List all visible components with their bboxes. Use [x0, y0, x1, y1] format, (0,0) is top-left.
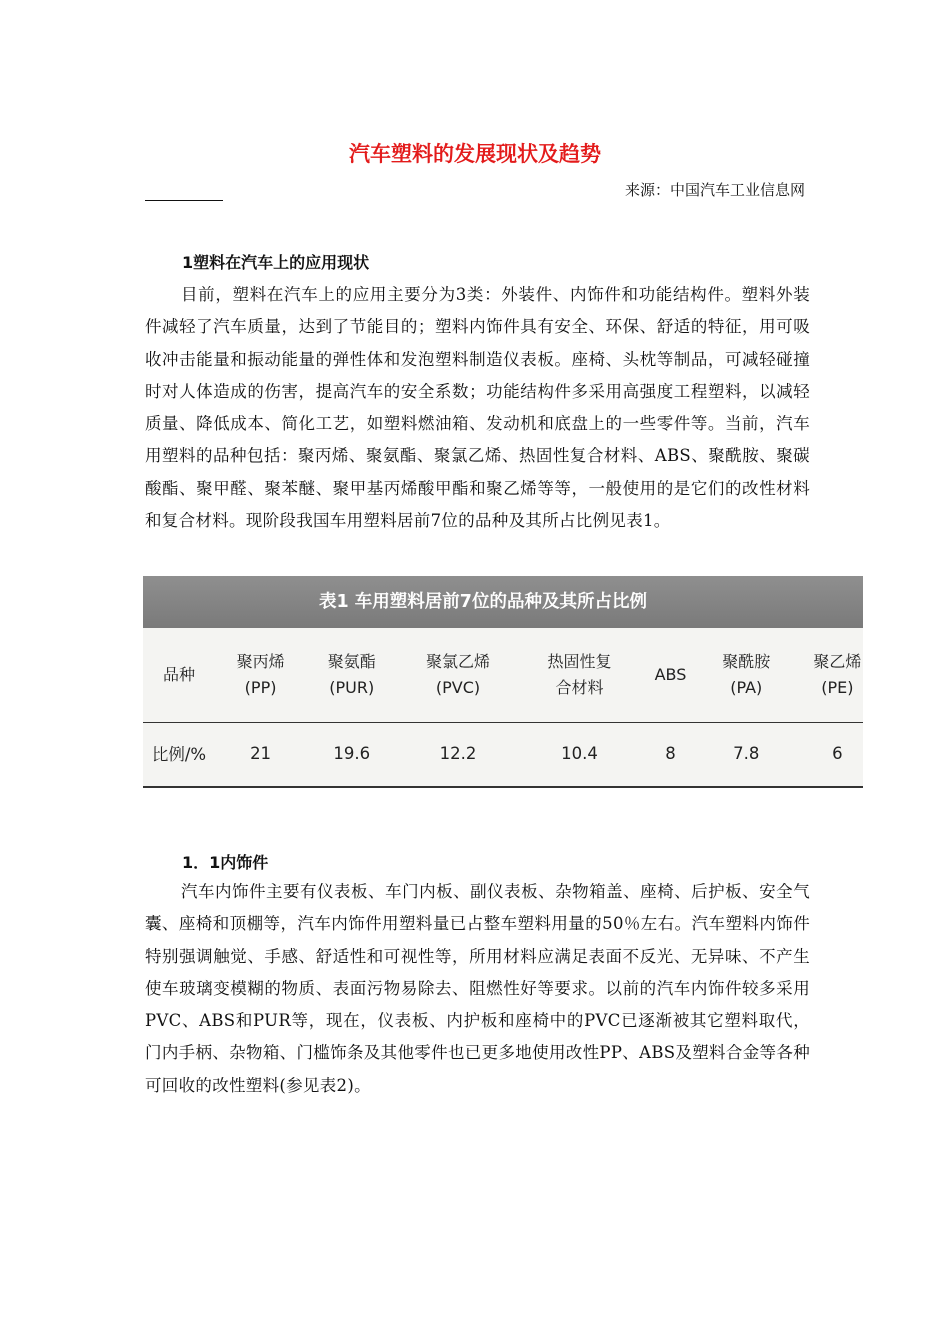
data-table: [143, 628, 863, 783]
table-cell: 10.4: [561, 743, 598, 763]
col-name: ABS: [654, 665, 687, 684]
table-header-cell: [640, 628, 700, 723]
table-cell: 8: [665, 743, 676, 763]
table-cell: 6: [832, 743, 843, 763]
divider: [145, 200, 223, 201]
table-bottom-rule: [143, 786, 863, 788]
col-abbr: (PUR): [329, 678, 375, 697]
col-abbr: (PE): [821, 678, 854, 697]
subsection-heading: 1．1内饰件: [182, 853, 269, 872]
table-header-cell: [519, 628, 641, 723]
col-name: 聚丙烯: [236, 652, 285, 671]
table-row: [143, 723, 863, 784]
col-name: 聚氨酯: [327, 652, 376, 671]
col-abbr: (PP): [244, 678, 277, 697]
table-row-header: 比例/%: [151, 745, 207, 764]
col-name: 聚氯乙烯: [426, 652, 491, 671]
col-abbr: 合材料: [555, 678, 604, 697]
table-cell: 19.6: [333, 743, 371, 763]
table-1: [143, 576, 863, 788]
table-header-cell: [397, 628, 519, 723]
body-paragraph: 目前，塑料在汽车上的应用主要分为3类：外装件、内饰件和功能结构件。塑料外装件减轻了汽车质量，达到了节能目的；塑料内饰件具有安全、环保、舒适的特征，用可吸收冲击能量和振动能量的弹性体和发泡塑料制造仪表板。座椅、头枕等制品，可减轻碰撞时对人体造成的伤害，提高汽车的安全系数；功能结构件多采用高强度工程塑料，以减轻质量、降低成本、简化工艺，如塑料燃油箱、发动机和底盘上的一些零件等。当前，汽车用塑料的品种包括：聚丙烯、聚氨酯、聚氯乙烯、热固性复合材料、ABS、聚酰胺、聚碳酸酯、聚甲醛、聚苯醚、聚甲基丙烯酸甲酯和聚乙烯等等，一般使用的是它们的改性材料和复合材料。现阶段我国车用塑料居前7位的品种及其所占比例见表1。: [145, 285, 810, 531]
source-line: 来源：中国汽车工业信息网: [624, 181, 805, 199]
table-cell: 12.2: [439, 743, 477, 763]
table-header-cell: [306, 628, 397, 723]
table-header-row: [143, 628, 863, 723]
table-header-cell: [701, 628, 792, 723]
col-name: 聚乙烯: [813, 652, 862, 671]
section-heading: 1塑料在汽车上的应用现状: [182, 253, 370, 272]
table-caption: 表1 车用塑料居前7位的品种及其所占比例: [143, 576, 863, 628]
table-header-cell: [792, 628, 863, 723]
table-cell: 7.8: [733, 743, 760, 763]
table-header-cell: [215, 628, 306, 723]
col-abbr: (PVC): [435, 678, 481, 697]
col-name: 聚酰胺: [722, 652, 771, 671]
table-cell: 21: [250, 743, 272, 763]
table-row-header: 品种: [143, 628, 215, 723]
document-title: 汽车塑料的发展现状及趋势: [349, 142, 601, 166]
col-name: 热固性复: [547, 652, 612, 671]
body-paragraph: 汽车内饰件主要有仪表板、车门内板、副仪表板、杂物箱盖、座椅、后护板、安全气囊、座椅和顶棚等，汽车内饰件用塑料量已占整车塑料用量的50％左右。汽车塑料内饰件特别强调触觉、手感、舒适性和可视性等，所用材料应满足表面不反光、无异味、不产生使车玻璃变模糊的物质、表面污物易除去、阻燃性好等要求。以前的汽车内饰件较多采用PVC、ABS和PUR等，现在，仪表板、内护板和座椅中的PVC已逐渐被其它塑料取代，门内手柄、杂物箱、门槛饰条及其他零件也已更多地使用改性PP、ABS及塑料合金等各种可回收的改性塑料(参见表2)。: [145, 882, 810, 1095]
col-abbr: (PA): [730, 678, 763, 697]
